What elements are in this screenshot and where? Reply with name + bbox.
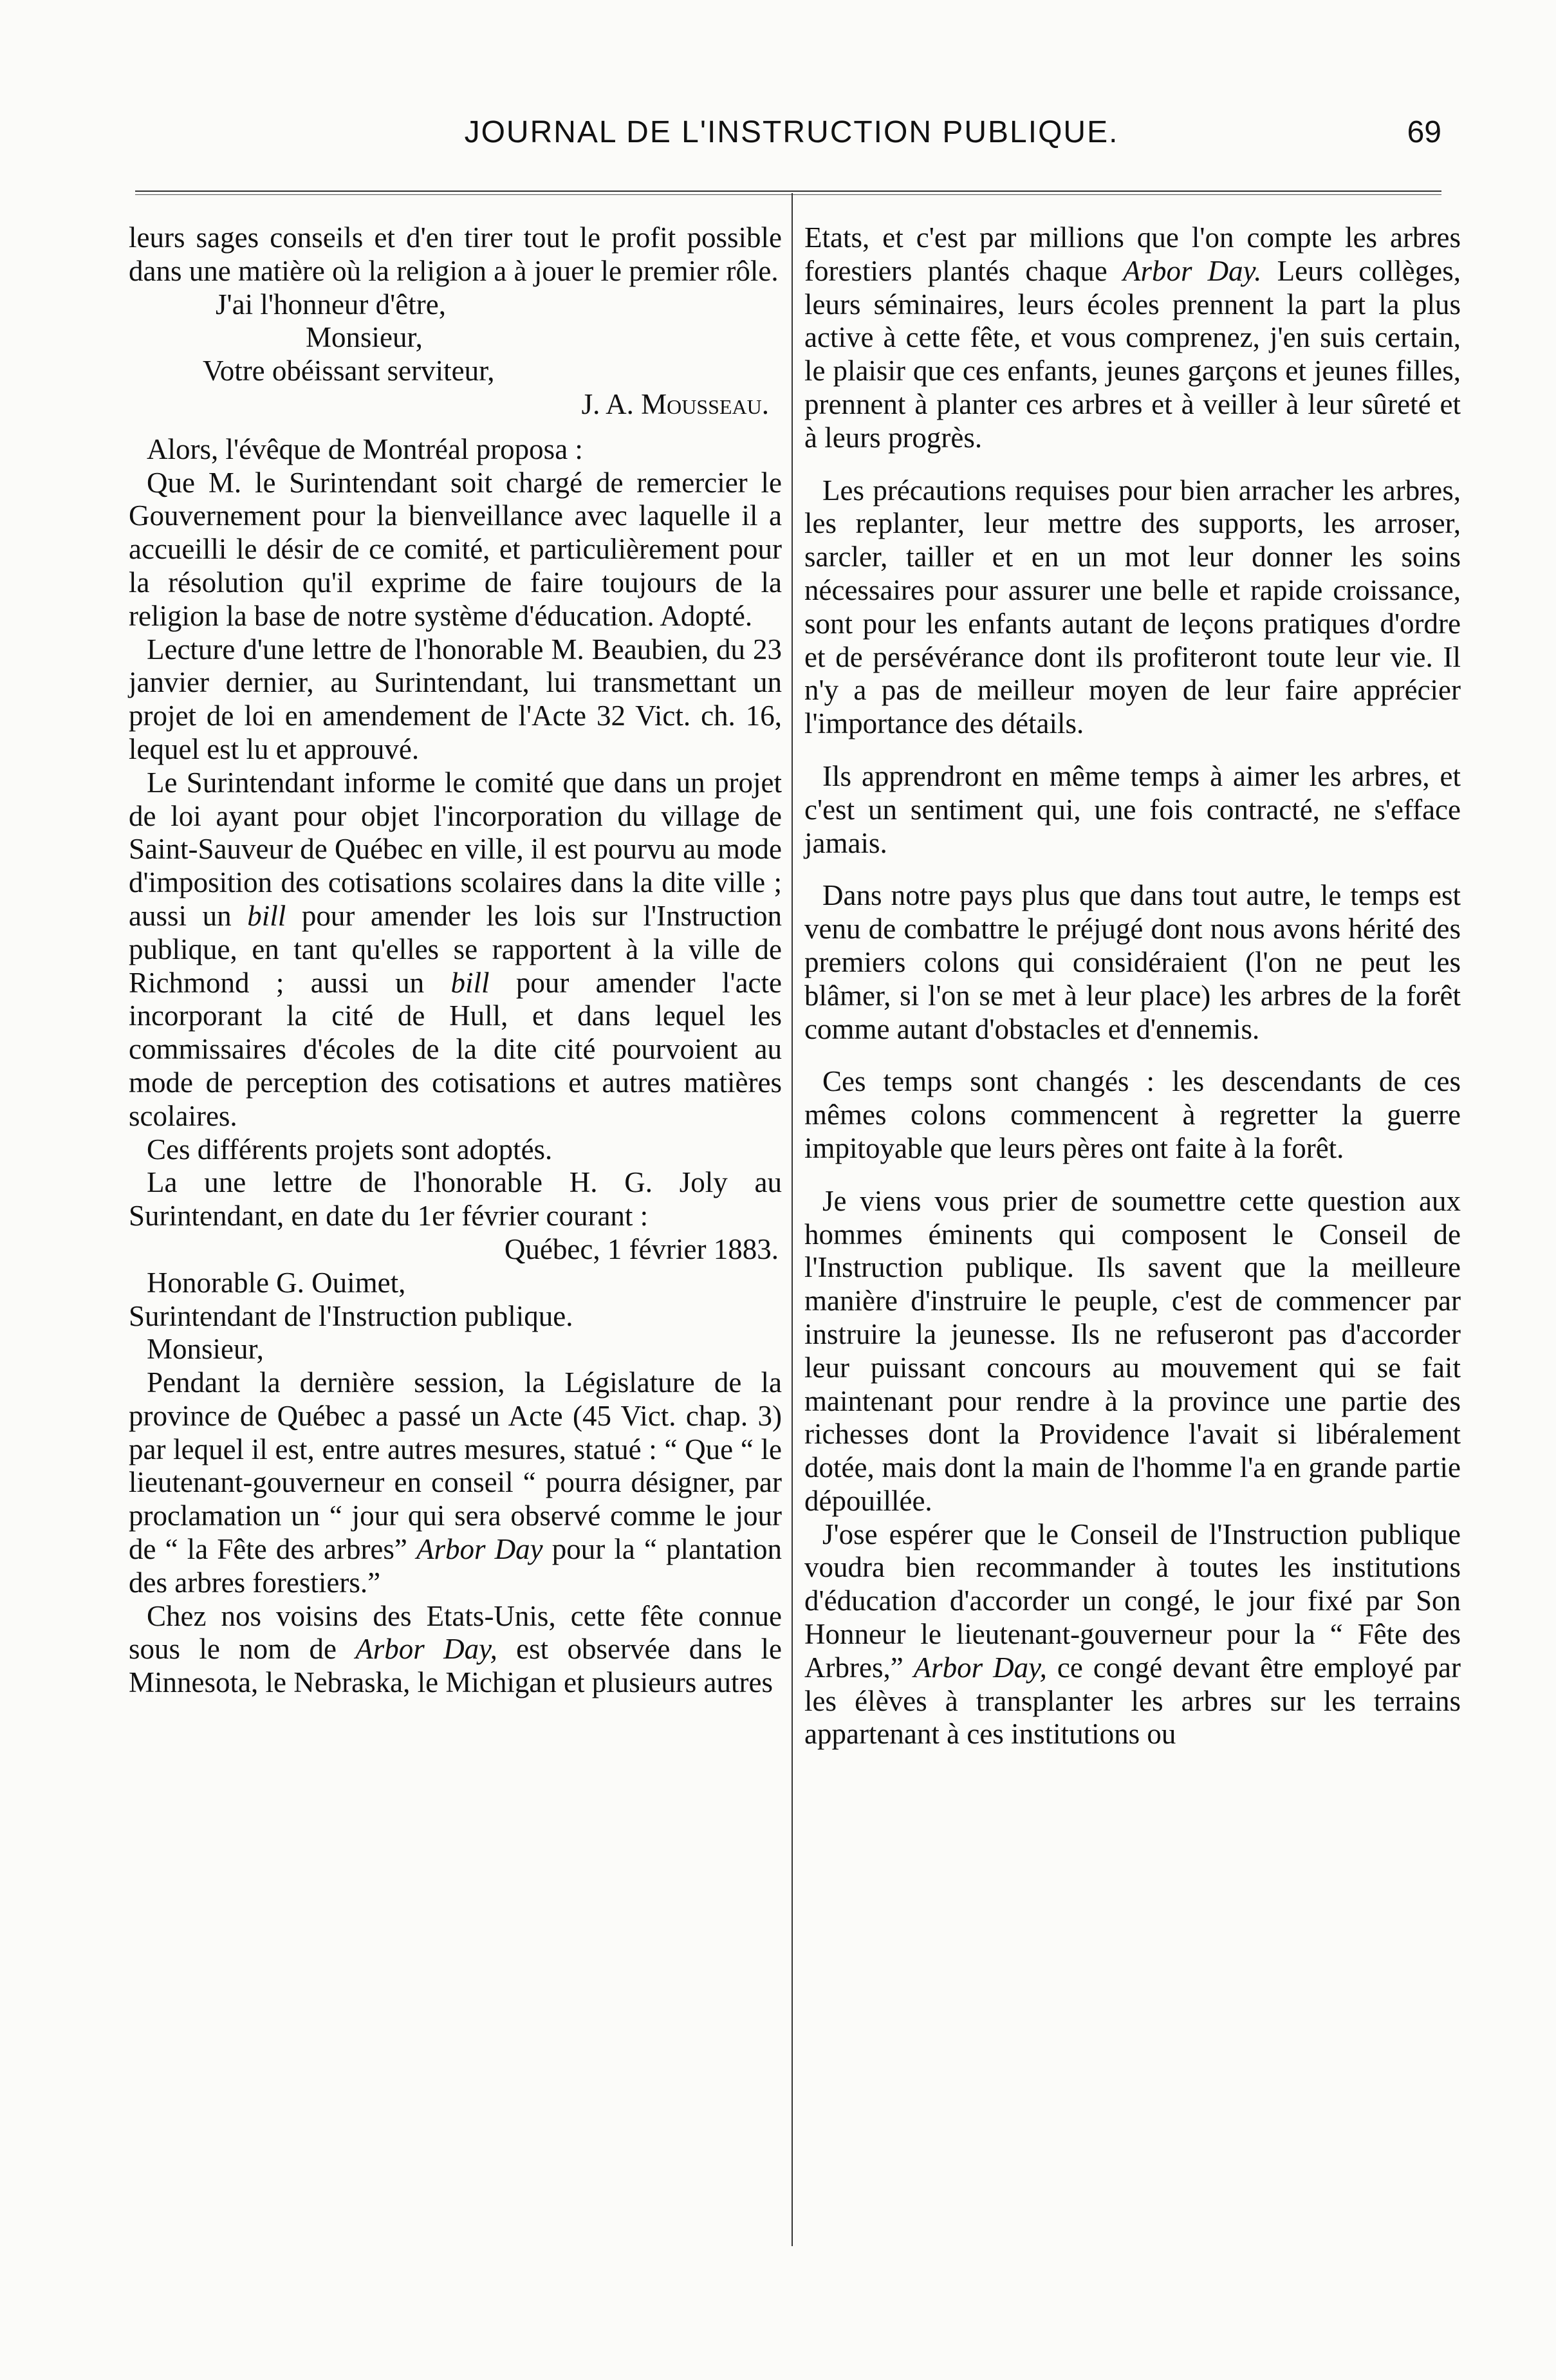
bills-text-2: pour amender les lois sur l'Instruction publique, en tant qu'elles se rapportent à la ville de Richmond ; aussi un bbox=[129, 899, 783, 999]
letter-salutation: Monsieur, bbox=[147, 1333, 264, 1366]
letter-date: Québec, 1 février 1883. bbox=[504, 1232, 779, 1265]
running-head bbox=[142, 109, 1441, 154]
column-divider bbox=[792, 193, 793, 2246]
paragraph-council-request: Je viens vous prier de soumettre cette question aux hommes éminents qui composent le Conseil de l'Instruction publique. Ils savent que la meilleure manière d'instruire le peuple, c'est de commencer par instruire la jeunesse. Ils ne refuseront pas d'accorder leur puissant concours au mouvement qui se fait maintenant pour rendre à la province une partie des richesses dont la Providence l'avait si libéralement dotée, mais dont la main de l'homme l'a en grande partie dépouillée. bbox=[804, 1184, 1461, 1517]
bills-text-3: pour amender l'acte incorporant la cité de Hull, et dans lequel les commissaires d'écoles de la dite cité pourvoient au mode de perception des cotisations et autres matières scolaires. bbox=[129, 966, 782, 1132]
arbor-day-term-3: Arbor Day. bbox=[1122, 254, 1262, 287]
paragraph-adopted: Ces différents projets sont adoptés. bbox=[147, 1133, 553, 1166]
united-states-text-2: est observée dans le Minnesota, le Nebraska, le Michigan et plusieurs autres bbox=[129, 1633, 782, 1699]
arbor-day-term-2: Arbor Day, bbox=[355, 1633, 497, 1666]
paragraph-love-of-trees: Ils apprendront en même temps à aimer les arbres, et c'est un sentiment qui, une fois contracté, ne s'efface jamais. bbox=[804, 759, 1461, 859]
closing-line-servant: Votre obéissant serviteur, bbox=[203, 355, 495, 387]
left-column bbox=[129, 221, 782, 1700]
states-text-1: Etats, et c'est par millions que l'on compte les arbres forestiers plantés chaque bbox=[804, 221, 1461, 287]
paragraph-united-states bbox=[129, 1600, 782, 1700]
paragraph-holiday-request bbox=[804, 1518, 1461, 1752]
bill-term-1: bill bbox=[247, 899, 286, 932]
paragraph-joly-letter: La une lettre de l'honorable H. G. Joly au Surintendant, en date du 1er février courant : bbox=[129, 1166, 782, 1232]
paragraph-states bbox=[804, 221, 1461, 455]
header-rule bbox=[135, 191, 1441, 192]
paragraph-legislature bbox=[129, 1366, 782, 1600]
letter-addressee-title: Surintendant de l'Instruction publique. bbox=[129, 1299, 573, 1332]
paragraph-prejudice: Dans notre pays plus que dans tout autre, le temps est venu de combattre le préjugé dont nous avons hérité des premiers colons qui considéraient (l'on ne peut les blâmer, si l'on se met à leur place) les arbres de la forêt comme autant d'obstacles et d'ennemis. bbox=[804, 879, 1461, 1045]
paragraph-beaubien-letter: Lecture d'une lettre de l'honorable M. Beaubien, du 23 janvier dernier, au Surintendant, lui transmettant un projet de loi en amendement de l'Acte 32 Vict. ch. 16, lequel est lu et approuvé. bbox=[129, 633, 782, 765]
arbor-day-term-4: Arbor Day, bbox=[913, 1651, 1047, 1684]
header-rule-secondary bbox=[135, 194, 1441, 195]
paragraph-precautions: Les précautions requises pour bien arracher les arbres, les replanter, leur mettre des supports, les arroser, sarcler, tailler et en un mot leur donner les soins nécessaires pour assurer une belle et rapide croissance, sont pour les enfants autant de leçons pratiques d'ordre et de persévérance dont ils profiteront toute leur vie. Il n'y a pas de meilleur moyen de leur faire apprécier l'importance des détails. bbox=[804, 474, 1461, 740]
united-states-text-1: Chez nos voisins des Etats-Unis, cette fête connue sous le nom de bbox=[129, 1599, 782, 1666]
closing-line-monsieur: Monsieur, bbox=[306, 321, 423, 354]
closing-line-honour: J'ai l'honneur d'être, bbox=[216, 288, 446, 321]
journal-title: JOURNAL DE L'INSTRUCTION PUBLIQUE. bbox=[464, 115, 1119, 149]
arbor-day-term-1: Arbor Day bbox=[416, 1533, 543, 1566]
letter-addressee-name: Honorable G. Ouimet, bbox=[147, 1266, 406, 1299]
holiday-text-2: ce congé devant être employé par les élèves à transplanter les arbres sur les terrains appartenant à ces institutions ou bbox=[804, 1651, 1461, 1751]
bills-text-1: Le Surintendant informe le comité que dans un projet de loi ayant pour objet l'incorporation du village de Saint-Sauveur de Québec en ville, il est pourvu au mode d'imposition des cotisations scolaires dans la dite ville ; aussi un bbox=[129, 766, 782, 932]
letter-closing-paragraph: leurs sages conseils et d'en tirer tout le profit possible dans une matière où la religion a à jouer le premier rôle. bbox=[129, 221, 782, 287]
states-text-2: Leurs collèges, leurs séminaires, leurs écoles prennent la part la plus active à cette fête, et vous comprenez, j'en suis certain, le plaisir que ces enfants, jeunes garçons et jeunes filles, prennent à planter ces arbres et à veiller à leur sûreté et à leurs progrès. bbox=[804, 254, 1461, 454]
page-number: 69 bbox=[1407, 115, 1441, 149]
paragraph-times-changed: Ces temps sont changés : les descendants de ces mêmes colons commencent à regretter la guerre impitoyable que leurs pères ont faite à la forêt. bbox=[804, 1065, 1461, 1164]
legislature-text-2: pour la “ plantation des arbres forestiers.” bbox=[129, 1533, 782, 1599]
paragraph-resolution: Que M. le Surintendant soit chargé de remercier le Gouvernement pour la bienveillance avec laquelle il a accueilli le désir de ce comité, et particulièrement pour la résolution qu'il exprime de faire toujours de la religion la base de notre système d'éducation. Adopté. bbox=[129, 466, 782, 632]
right-column bbox=[804, 221, 1461, 1751]
legislature-text-1: Pendant la dernière session, la Législature de la province de Québec a passé un Acte (45 Vict. chap. 3) par lequel il est, entre autres mesures, statué : “ Que “ le lieutenant-gouverneur en conseil “ pourra désigner, par proclamation un “ jour qui sera observé comme le jour de “ la Fête des arbres” bbox=[129, 1366, 782, 1566]
paragraph-proposal: Alors, l'évêque de Montréal proposa : bbox=[147, 432, 583, 465]
signature-mousseau: J. A. Mousseau. bbox=[581, 387, 769, 420]
paragraph-bills bbox=[129, 767, 782, 1133]
bill-term-2: bill bbox=[450, 966, 490, 999]
holiday-text-1: J'ose espérer que le Conseil de l'Instruction publique voudra bien recommander à toutes les institutions d'éducation d'accorder un congé, le jour fixé par Son Honneur le lieutenant-gouverneur pour la “ Fête des Arbres,” bbox=[804, 1518, 1461, 1684]
